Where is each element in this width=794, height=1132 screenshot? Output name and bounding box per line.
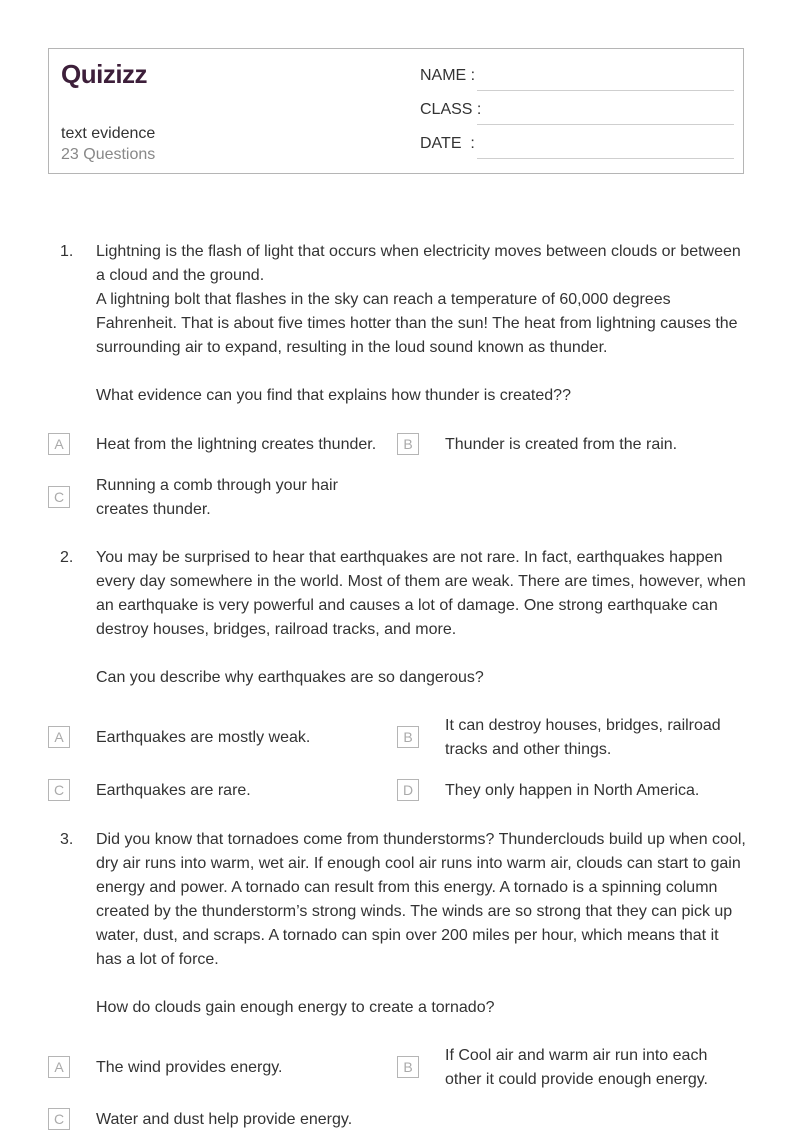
class-label: CLASS : bbox=[420, 101, 482, 118]
class-line[interactable] bbox=[477, 124, 734, 125]
question-passage: Lightning is the flash of light that occurs when electricity moves between clouds or between a cloud and the ground. bbox=[96, 243, 741, 284]
name-field[interactable] bbox=[420, 67, 734, 91]
option-text: Heat from the lightning creates thunder. bbox=[96, 436, 377, 453]
option-letter-box[interactable]: A bbox=[48, 726, 70, 748]
option-text: Running a comb through your hair creates thunder. bbox=[96, 477, 338, 518]
question-number: 3. bbox=[60, 831, 74, 848]
date-label: DATE : bbox=[420, 135, 475, 152]
date-line[interactable] bbox=[477, 158, 734, 159]
date-field[interactable] bbox=[420, 135, 734, 159]
option-text: Water and dust help provide energy. bbox=[96, 1111, 353, 1128]
class-field[interactable] bbox=[420, 101, 734, 125]
question-count: 23 Questions bbox=[61, 146, 156, 163]
quizizz-logo: Quizizz bbox=[61, 59, 148, 89]
name-line[interactable] bbox=[477, 90, 734, 91]
worksheet-title: text evidence bbox=[61, 125, 156, 142]
question-passage: A lightning bolt that flashes in the sky can reach a temperature of 60,000 degrees Fahrenheit. That is about five times hotter than the sun! The heat from lightning causes the surrounding air to expand, resulting in the loud sound known as thunder. bbox=[96, 291, 738, 356]
option-letter-box[interactable]: C bbox=[48, 779, 70, 801]
option-letter-box[interactable]: B bbox=[397, 726, 419, 748]
option-letter-box[interactable]: C bbox=[48, 486, 70, 508]
option-letter-box[interactable]: B bbox=[397, 1056, 419, 1078]
option-letter-box[interactable]: A bbox=[48, 433, 70, 455]
option-letter-box[interactable]: C bbox=[48, 1108, 70, 1130]
option-letter-box[interactable]: A bbox=[48, 1056, 70, 1078]
question-number: 2. bbox=[60, 549, 74, 566]
option-text: It can destroy houses, bridges, railroad tracks and other things. bbox=[445, 717, 721, 758]
question-prompt: Can you describe why earthquakes are so dangerous? bbox=[96, 669, 484, 686]
worksheet-header bbox=[48, 48, 744, 174]
option-letter-box[interactable]: B bbox=[397, 433, 419, 455]
question-passage: Did you know that tornadoes come from thunderstorms? Thunderclouds build up when cool, dry air runs into warm, wet air. If enough cool air runs into warm air, clouds can start to gain energy and power. A tornado can result from this energy. A tornado is a spinning column created by the thunderstorm’s strong winds. The winds are so strong that they can pick up water, dust, and scraps. A tornado can spin over 200 miles per hour, which means that it has a lot of force. bbox=[96, 831, 746, 968]
option-text: Earthquakes are mostly weak. bbox=[96, 729, 311, 746]
question-passage: You may be surprised to hear that earthquakes are not rare. In fact, earthquakes happen every day somewhere in the world. Most of them are weak. There are times, however, when an earthquake is very powerful and causes a lot of damage. One strong earthquake can destroy houses, bridges, railroad tracks, and more. bbox=[96, 549, 746, 638]
option-text: Earthquakes are rare. bbox=[96, 782, 251, 799]
question-prompt: What evidence can you find that explains how thunder is created?? bbox=[96, 387, 571, 404]
option-text: The wind provides energy. bbox=[96, 1059, 283, 1076]
question-number: 1. bbox=[60, 243, 74, 260]
option-letter-box[interactable]: D bbox=[397, 779, 419, 801]
name-label: NAME : bbox=[420, 67, 476, 84]
option-text: They only happen in North America. bbox=[445, 782, 700, 799]
option-text: Thunder is created from the rain. bbox=[445, 436, 678, 453]
question-prompt: How do clouds gain enough energy to create a tornado? bbox=[96, 999, 495, 1016]
option-text: If Cool air and warm air run into each other it could provide enough energy. bbox=[445, 1047, 708, 1088]
